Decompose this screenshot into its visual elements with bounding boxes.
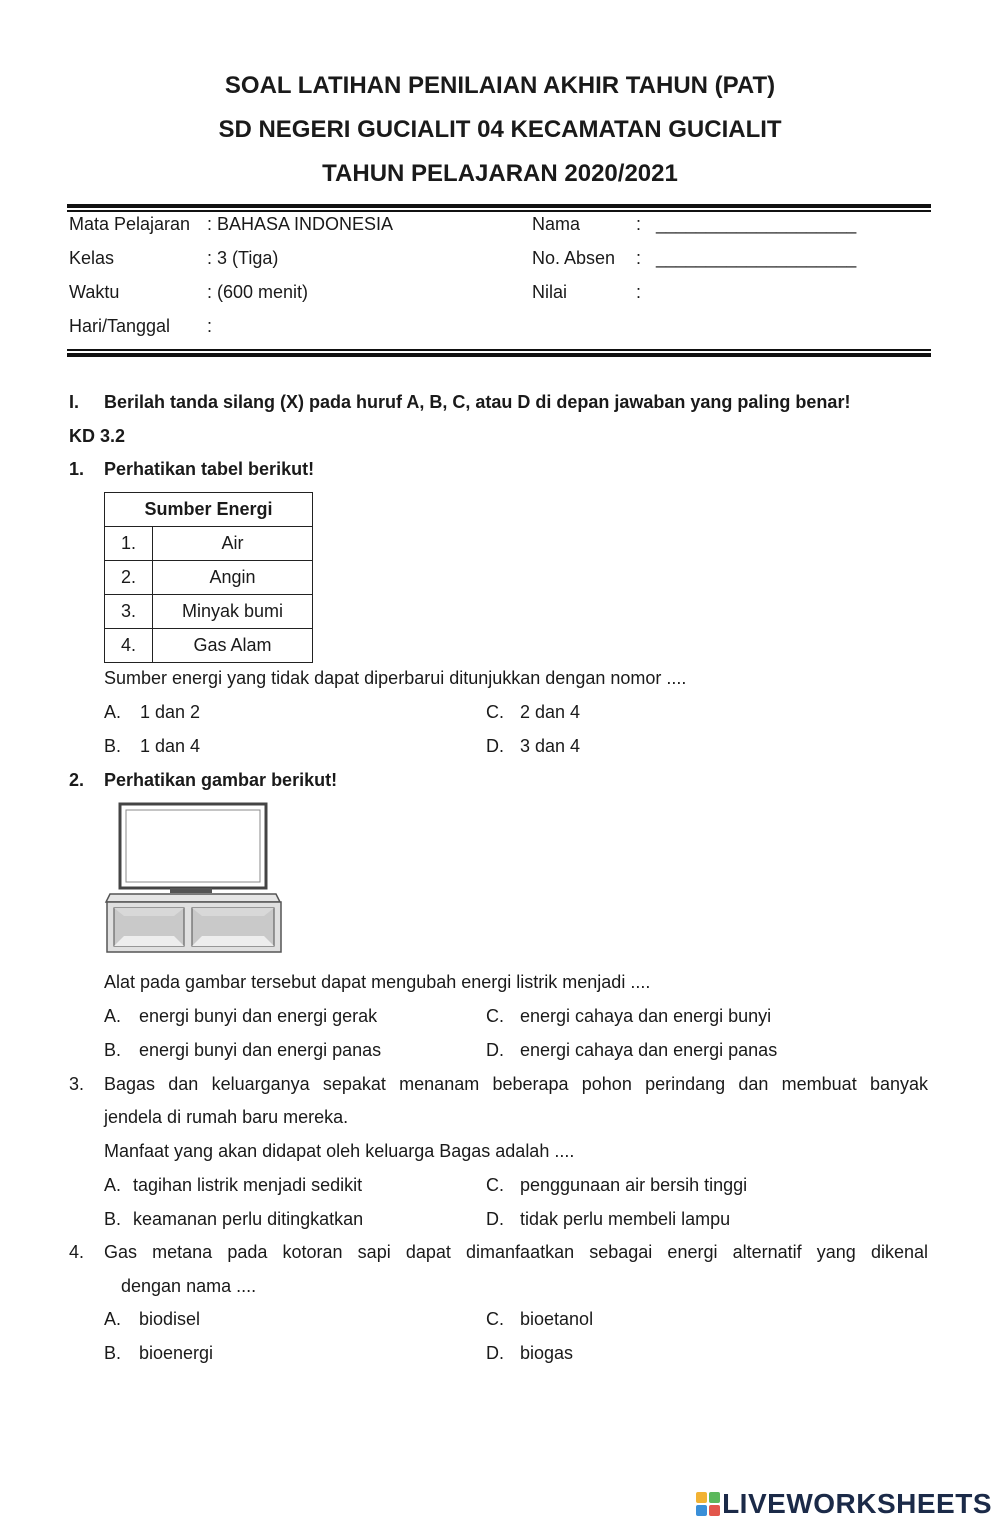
row-source: Minyak bumi — [153, 595, 313, 629]
q4-option-b-letter[interactable]: B. — [104, 1343, 122, 1363]
row-number: 2. — [105, 561, 153, 595]
q3-option-b-letter[interactable]: B. — [104, 1209, 122, 1229]
q2-option-d-letter[interactable]: D. — [486, 1040, 504, 1060]
score-colon: : — [636, 282, 642, 302]
q3-option-a-letter[interactable]: A. — [104, 1175, 122, 1195]
row-source: Angin — [153, 561, 313, 595]
name-label: Nama — [532, 214, 581, 234]
time-value: : (600 menit) — [207, 282, 309, 302]
class-value: : 3 (Tiga) — [207, 248, 279, 268]
q3-option-b[interactable]: keamanan perlu ditingkatkan — [133, 1209, 364, 1229]
kd-label: KD 3.2 — [69, 426, 126, 446]
q3-option-d-letter[interactable]: D. — [486, 1209, 504, 1229]
q1-option-a[interactable]: 1 dan 2 — [140, 702, 201, 722]
subject-label: Mata Pelajaran — [69, 214, 191, 234]
table-row — [105, 561, 313, 595]
q1-option-c-letter[interactable]: C. — [486, 702, 504, 722]
q1-option-d-letter[interactable]: D. — [486, 736, 504, 756]
liveworksheets-logo-icon — [696, 1492, 720, 1516]
q3-stem-line1: Bagas dan keluarganya sepakat menanam beberapa pohon perindang dan membuat banyak — [104, 1074, 928, 1094]
absen-field[interactable]: ____________________ — [656, 248, 857, 268]
row-number: 4. — [105, 629, 153, 663]
school-name: SD NEGERI GUCIALIT 04 KECAMATAN GUCIALIT — [218, 116, 782, 143]
table-row — [105, 527, 313, 561]
info-rule-thin — [67, 349, 931, 351]
date-value: : — [207, 316, 213, 336]
q4-option-a[interactable]: biodisel — [139, 1309, 201, 1329]
q2-option-b[interactable]: energi bunyi dan energi panas — [139, 1040, 382, 1060]
q4-option-d-letter[interactable]: D. — [486, 1343, 504, 1363]
q4-stem-line1: Gas metana pada kotoran sapi dapat dimanfaatkan sebagai energi alternatif yang dikenal — [104, 1242, 928, 1262]
section-instruction: Berilah tanda silang (X) pada huruf A, B, C, atau D di depan jawaban yang paling benar! — [104, 392, 851, 412]
table-row — [105, 595, 313, 629]
q4-option-b[interactable]: bioenergi — [139, 1343, 214, 1363]
q1-option-b-letter[interactable]: B. — [104, 736, 122, 756]
liveworksheets-text: LIVEWORKSHEETS — [722, 1488, 992, 1519]
q2-number: 2. — [69, 770, 85, 790]
row-source: Air — [153, 527, 313, 561]
q3-option-d[interactable]: tidak perlu membeli lampu — [520, 1209, 731, 1229]
subject-value: : BAHASA INDONESIA — [207, 214, 394, 234]
absen-label: No. Absen — [532, 248, 616, 268]
q2-option-d[interactable]: energi cahaya dan energi panas — [520, 1040, 778, 1060]
q2-option-c[interactable]: energi cahaya dan energi bunyi — [520, 1006, 772, 1026]
energy-source-table — [104, 492, 313, 663]
class-label: Kelas — [69, 248, 115, 268]
q4-option-c-letter[interactable]: C. — [486, 1309, 504, 1329]
table-header: Sumber Energi — [105, 493, 313, 527]
q3-option-a[interactable]: tagihan listrik menjadi sedikit — [133, 1175, 363, 1195]
table-row — [105, 629, 313, 663]
q3-number: 3. — [69, 1074, 85, 1094]
q2-option-b-letter[interactable]: B. — [104, 1040, 122, 1060]
q2-prompt: Perhatikan gambar berikut! — [104, 770, 338, 790]
score-label: Nilai — [532, 282, 568, 302]
q4-option-c[interactable]: bioetanol — [520, 1309, 594, 1329]
q1-option-a-letter[interactable]: A. — [104, 702, 122, 722]
row-number: 3. — [105, 595, 153, 629]
header-rule-thick — [67, 204, 931, 208]
section-number: I. — [69, 392, 80, 412]
header-rule-thin — [67, 210, 931, 212]
q3-stem-line2: jendela di rumah baru mereka. — [104, 1107, 349, 1127]
q1-question: Sumber energi yang tidak dapat diperbarui ditunjukkan dengan nomor .... — [104, 668, 687, 688]
q1-number: 1. — [69, 459, 85, 479]
row-source: Gas Alam — [153, 629, 313, 663]
name-field[interactable]: ____________________ — [656, 214, 857, 234]
q3-option-c[interactable]: penggunaan air bersih tinggi — [520, 1175, 748, 1195]
school-year: TAHUN PELAJARAN 2020/2021 — [322, 160, 678, 187]
date-label: Hari/Tanggal — [69, 316, 171, 336]
info-rule-thick — [67, 353, 931, 357]
q1-option-b[interactable]: 1 dan 4 — [140, 736, 201, 756]
absen-colon: : — [636, 248, 642, 268]
row-number: 1. — [105, 527, 153, 561]
q2-option-c-letter[interactable]: C. — [486, 1006, 504, 1026]
q4-option-d[interactable]: biogas — [520, 1343, 574, 1363]
name-colon: : — [636, 214, 642, 234]
television-icon — [104, 802, 284, 956]
page-title: SOAL LATIHAN PENILAIAN AKHIR TAHUN (PAT) — [224, 72, 776, 99]
time-label: Waktu — [69, 282, 120, 302]
q1-option-c[interactable]: 2 dan 4 — [520, 702, 581, 722]
q4-stem-line2: dengan nama .... — [121, 1276, 257, 1296]
liveworksheets-logo — [696, 1488, 992, 1520]
q3-question: Manfaat yang akan didapat oleh keluarga Bagas adalah .... — [104, 1141, 575, 1161]
q2-option-a[interactable]: energi bunyi dan energi gerak — [139, 1006, 378, 1026]
q4-option-a-letter[interactable]: A. — [104, 1309, 122, 1329]
q3-option-c-letter[interactable]: C. — [486, 1175, 504, 1195]
q1-prompt: Perhatikan tabel berikut! — [104, 459, 315, 479]
q2-option-a-letter[interactable]: A. — [104, 1006, 122, 1026]
q2-question: Alat pada gambar tersebut dapat mengubah energi listrik menjadi .... — [104, 972, 651, 992]
q4-number: 4. — [69, 1242, 85, 1262]
q1-option-d[interactable]: 3 dan 4 — [520, 736, 581, 756]
